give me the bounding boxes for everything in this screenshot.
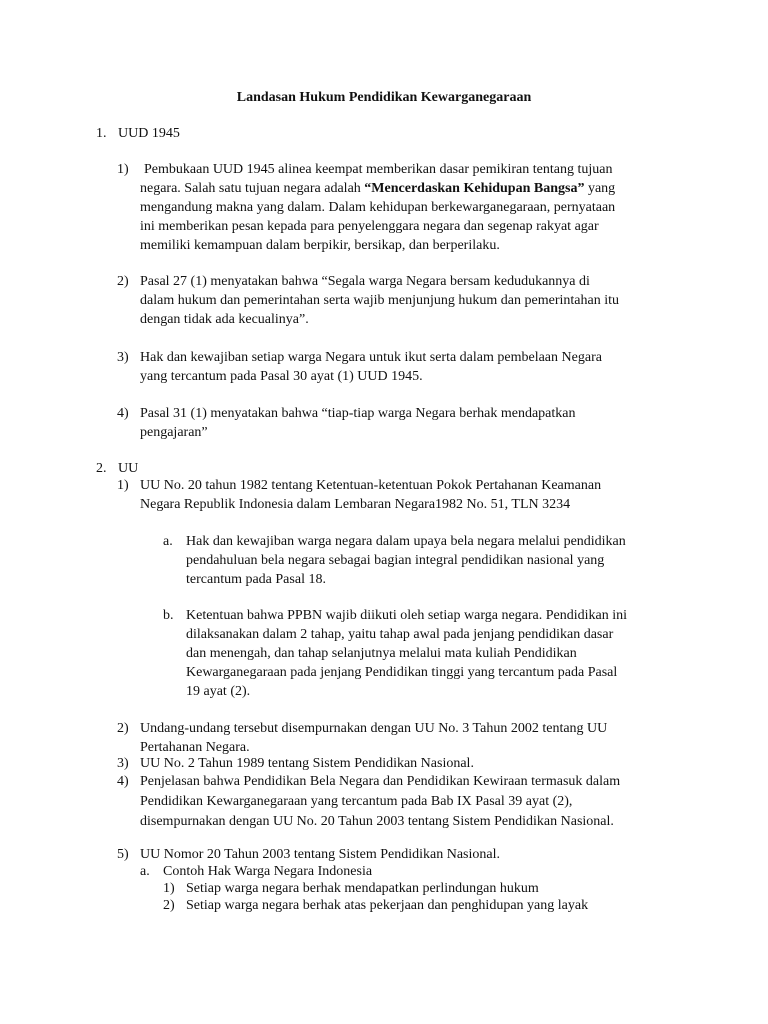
- s2-item-1a-line: pendahuluan bela negara sebagai bagian integral pendidikan nasional yang: [186, 553, 605, 568]
- section-2-heading: UU: [118, 461, 139, 476]
- s2-item-1b-line: Ketentuan bahwa PPBN wajib diikuti oleh setiap warga negara. Pendidikan ini: [186, 608, 628, 623]
- s2-item-1a-line: tercantum pada Pasal 18.: [186, 572, 326, 587]
- s2-item-1b-line: dilaksanakan dalam 2 tahap, yaitu tahap awal pada jenjang pendidikan dasar: [186, 627, 614, 642]
- s2-item-2-number: 2): [117, 721, 129, 736]
- s1-item-2-line: Pasal 27 (1) menyatakan bahwa “Segala warga Negara bersam kedudukannya di: [140, 274, 590, 289]
- s2-item-5a-2-line: Setiap warga negara berhak atas pekerjaan dan penghidupan yang layak: [186, 898, 589, 913]
- s2-item-1-line: Negara Republik Indonesia dalam Lembaran Negara1982 No. 51, TLN 3234: [140, 497, 571, 512]
- s2-item-5a-1-line: Setiap warga negara berhak mendapatkan perlindungan hukum: [186, 881, 539, 896]
- s2-item-5-number: 5): [117, 847, 129, 862]
- s1-item-4-line: pengajaran”: [140, 425, 208, 440]
- s2-item-1b-line: 19 ayat (2).: [186, 684, 251, 699]
- s1-item-1-line-with-bold: [140, 179, 615, 198]
- s1-item-3-number: 3): [117, 350, 129, 365]
- s1-item-1-text: negara. Salah satu tujuan negara adalah: [140, 181, 361, 196]
- s2-item-5a-line: Contoh Hak Warga Negara Indonesia: [163, 864, 373, 879]
- s1-item-1-line: mengandung makna yang dalam. Dalam kehidupan berkewarganegaraan, pernyataan: [140, 200, 616, 215]
- s1-item-1-line: ini memberikan pesan kepada para penyelenggara negara dan segenap rakyat agar: [140, 219, 599, 234]
- section-1-number: 1.: [96, 126, 107, 141]
- s1-item-3-line: yang tercantum pada Pasal 30 ayat (1) UUD 1945.: [140, 369, 423, 384]
- s1-item-1-line: Pembukaan UUD 1945 alinea keempat memberikan dasar pemikiran tentang tujuan: [144, 162, 613, 177]
- s1-item-2-line: dalam hukum dan pemerintahan serta wajib menjunjung hukum dan pemerintahan itu: [140, 293, 619, 308]
- s2-item-1-number: 1): [117, 478, 129, 493]
- s2-item-3-line: UU No. 2 Tahun 1989 tentang Sistem Pendidikan Nasional.: [140, 756, 474, 771]
- s2-item-4-line: disempurnakan dengan UU No. 20 Tahun 2003 tentang Sistem Pendidikan Nasional.: [140, 814, 614, 829]
- s1-item-4-number: 4): [117, 406, 129, 421]
- page-title: Landasan Hukum Pendidikan Kewarganegaraan: [236, 90, 532, 105]
- s2-item-1a-letter: a.: [163, 534, 173, 549]
- s1-item-2-line: dengan tidak ada kecualinya”.: [140, 312, 309, 327]
- s1-item-2-number: 2): [117, 274, 129, 289]
- s1-item-1-bold-quote: “Mencerdaskan Kehidupan Bangsa”: [364, 181, 585, 196]
- s2-item-4-line: Penjelasan bahwa Pendidikan Bela Negara dan Pendidikan Kewiraan termasuk dalam: [140, 774, 621, 789]
- s2-item-1b-line: dan menengah, dan tahap selanjutnya melalui mata kuliah Pendidikan: [186, 646, 577, 661]
- section-2-number: 2.: [96, 461, 107, 476]
- s2-item-1b-line: Kewarganegaraan pada jenjang Pendidikan tinggi yang tercantum pada Pasal: [186, 665, 618, 680]
- s2-item-4-number: 4): [117, 774, 129, 789]
- s1-item-1-after-bold: yang: [587, 181, 616, 196]
- s2-item-1a-line: Hak dan kewajiban warga negara dalam upaya bela negara melalui pendidikan: [186, 534, 626, 549]
- s2-item-5a-2-number: 2): [163, 898, 175, 913]
- s2-item-2-line: Pertahanan Negara.: [140, 740, 250, 755]
- section-1-heading: UUD 1945: [118, 126, 180, 141]
- s2-item-1-line: UU No. 20 tahun 1982 tentang Ketentuan-ketentuan Pokok Pertahanan Keamanan: [140, 478, 602, 493]
- s1-item-4-line: Pasal 31 (1) menyatakan bahwa “tiap-tiap warga Negara berhak mendapatkan: [140, 406, 576, 421]
- s2-item-5a-letter: a.: [140, 864, 150, 879]
- s1-item-1-line: memiliki kemampuan dalam berpikir, bersikap, dan berperilaku.: [140, 238, 500, 253]
- s2-item-3-number: 3): [117, 756, 129, 771]
- s2-item-4-line: Pendidikan Kewarganegaraan yang tercantum pada Bab IX Pasal 39 ayat (2),: [140, 794, 573, 809]
- s1-item-3-line: Hak dan kewajiban setiap warga Negara untuk ikut serta dalam pembelaan Negara: [140, 350, 602, 365]
- s2-item-1b-letter: b.: [163, 608, 174, 623]
- s1-item-1-number: 1): [117, 162, 129, 177]
- s2-item-5-line: UU Nomor 20 Tahun 2003 tentang Sistem Pendidikan Nasional.: [140, 847, 501, 862]
- s2-item-5a-1-number: 1): [163, 881, 175, 896]
- s2-item-2-line: Undang-undang tersebut disempurnakan dengan UU No. 3 Tahun 2002 tentang UU: [140, 721, 608, 736]
